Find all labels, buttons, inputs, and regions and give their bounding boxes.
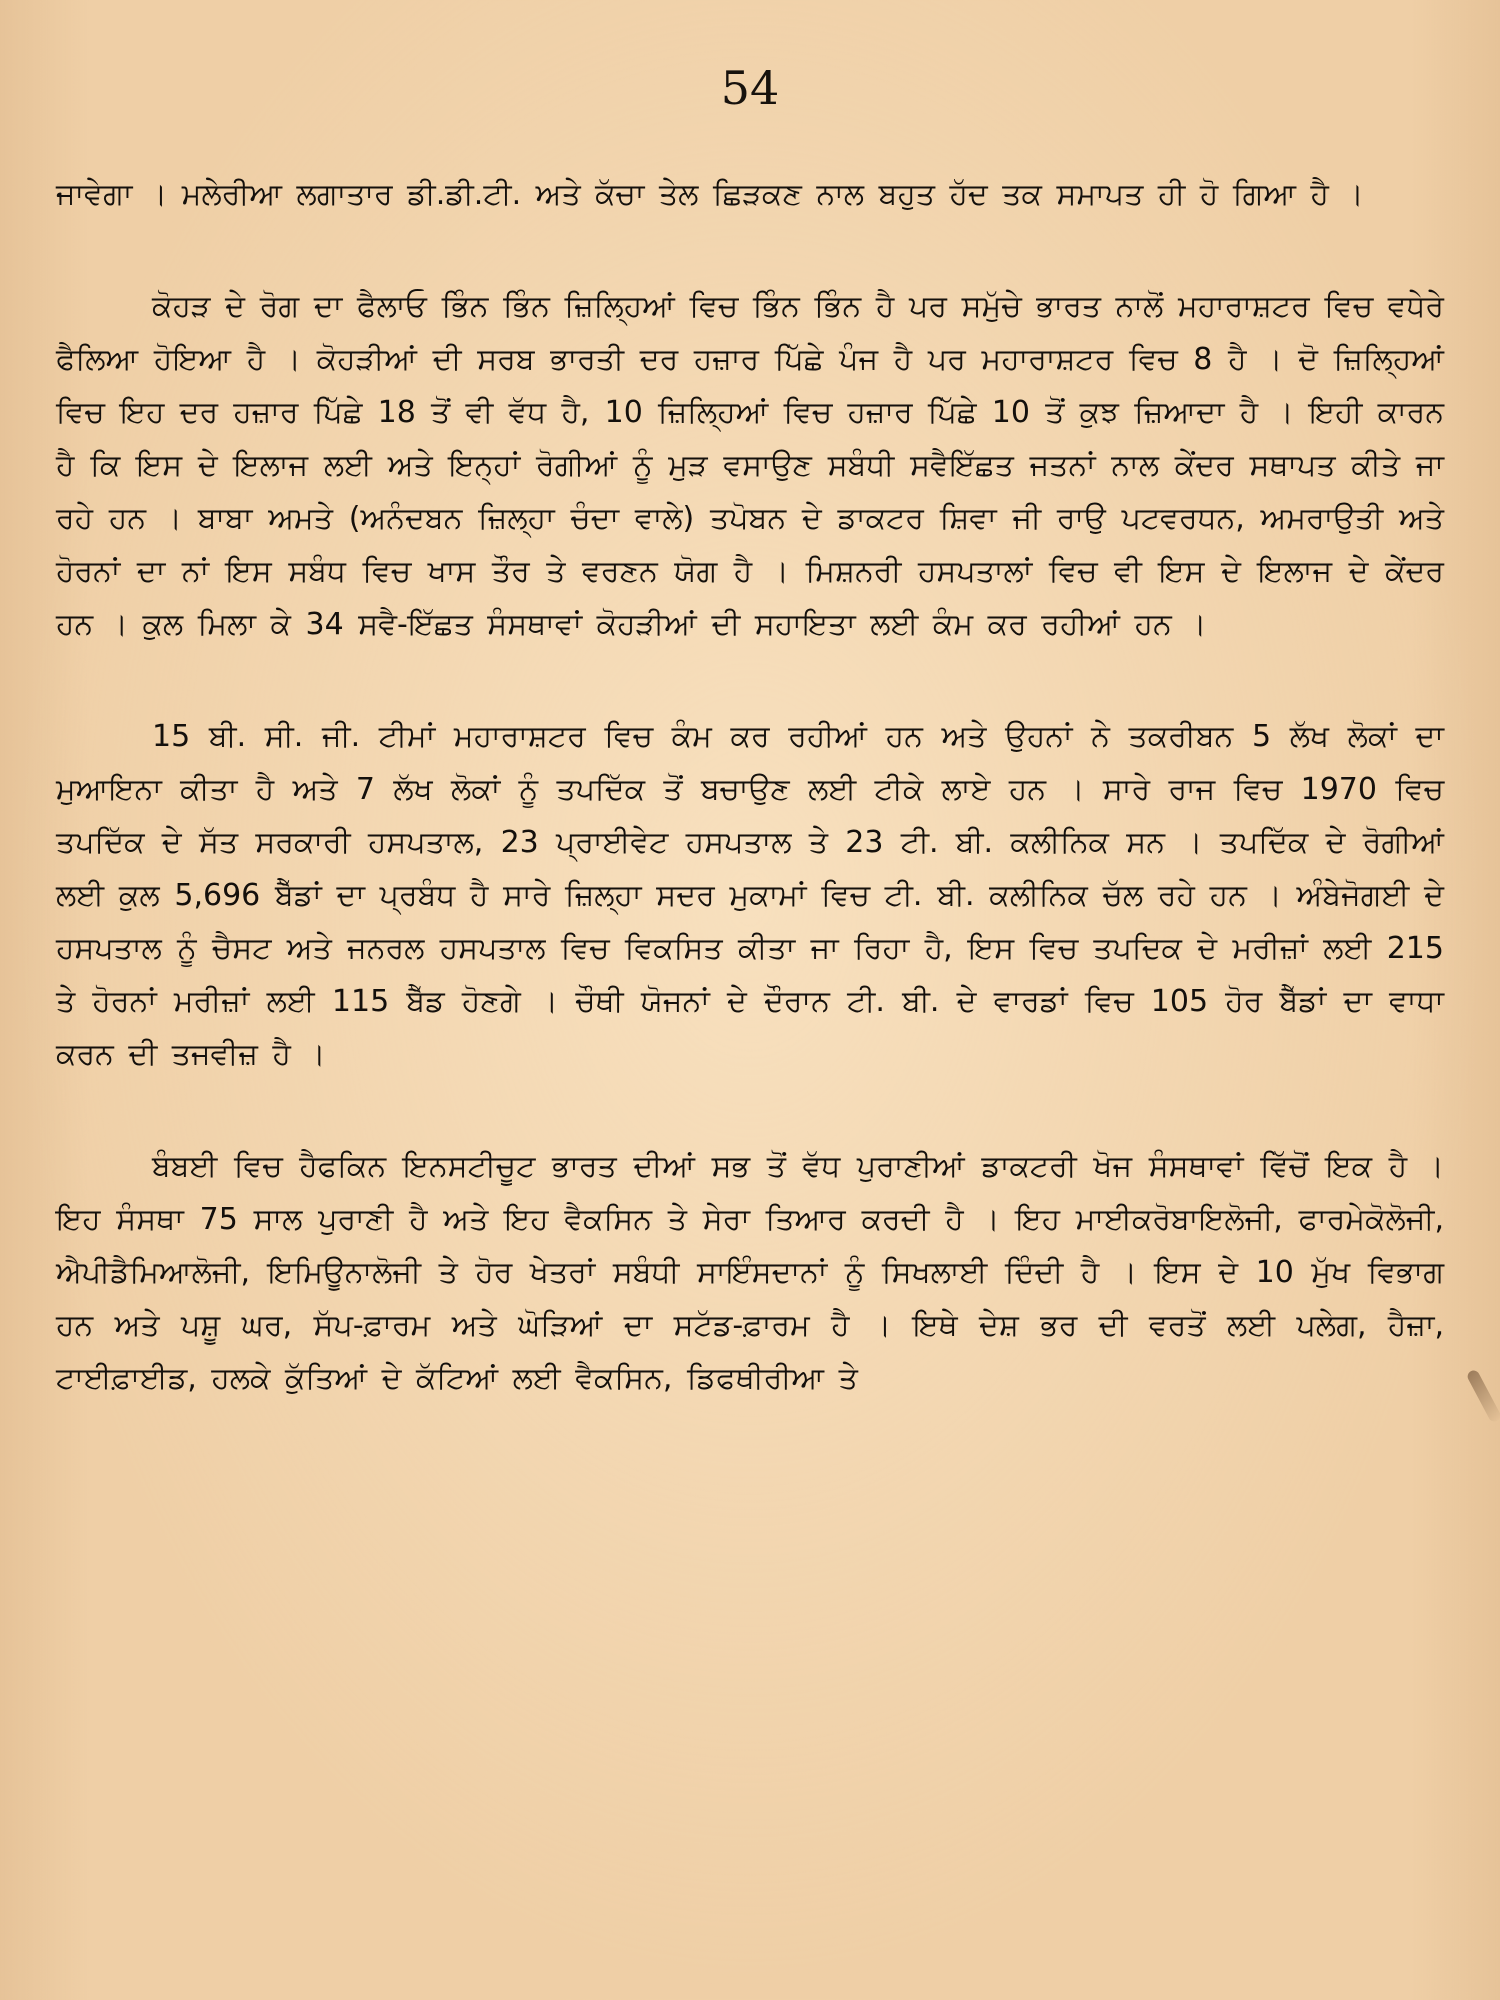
- paragraph-haffkine-institute: ਬੰਬਈ ਵਿਚ ਹੈਫਕਿਨ ਇਨਸਟੀਚੂਟ ਭਾਰਤ ਦੀਆਂ ਸਭ ਤੋਂ ਵੱਧ ਪੁਰਾਣੀਆਂ ਡਾਕਟਰੀ ਖੋਜ ਸੰਸਥਾਵਾਂ ਵਿੱਚੋਂ ਇਕ ਹੈ । ਇਹ ਸੰਸਥਾ 75 ਸਾਲ ਪੁਰਾਣੀ ਹੈ ਅਤੇ ਇਹ ਵੈਕਸਿਨ ਤੇ ਸੇਰਾ ਤਿਆਰ ਕਰਦੀ ਹੈ । ਇਹ ਮਾਈਕਰੋਬਾਇਲੋਜੀ, ਫਾਰਮੇਕੋਲੋਜੀ, ਐਪੀਡੈਮਿਆਲੋਜੀ, ਇਮਿਊਨਾਲੋਜੀ ਤੇ ਹੋਰ ਖੇਤਰਾਂ ਸਬੰਧੀ ਸਾਇੰਸਦਾਨਾਂ ਨੂੰ ਸਿਖਲਾਈ ਦਿੰਦੀ ਹੈ । ਇਸ ਦੇ 10 ਮੁੱਖ ਵਿਭਾਗ ਹਨ ਅਤੇ ਪਸ਼ੂ ਘਰ, ਸੱਪ-ਫ਼ਾਰਮ ਅਤੇ ਘੋੜਿਆਂ ਦਾ ਸਟੱਡ-ਫ਼ਾਰਮ ਹੈ । ਇਥੇ ਦੇਸ਼ ਭਰ ਦੀ ਵਰਤੋਂ ਲਈ ਪਲੇਗ, ਹੈਜ਼ਾ, ਟਾਈਫ਼ਾਈਡ, ਹਲਕੇ ਕੁੱਤਿਆਂ ਦੇ ਕੱਟਿਆਂ ਲਈ ਵੈਕਸਿਨ, ਡਿਫਥੀਰੀਆ ਤੇ: [56, 1149, 1444, 1396]
- paragraph-tuberculosis: 15 ਬੀ. ਸੀ. ਜੀ. ਟੀਮਾਂ ਮਹਾਰਾਸ਼ਟਰ ਵਿਚ ਕੰਮ ਕਰ ਰਹੀਆਂ ਹਨ ਅਤੇ ਉਹਨਾਂ ਨੇ ਤਕਰੀਬਨ 5 ਲੱਖ ਲੋਕਾਂ ਦਾ ਮੁਆਇਨਾ ਕੀਤਾ ਹੈ ਅਤੇ 7 ਲੱਖ ਲੋਕਾਂ ਨੂੰ ਤਪਦਿੱਕ ਤੋਂ ਬਚਾਉਣ ਲਈ ਟੀਕੇ ਲਾਏ ਹਨ । ਸਾਰੇ ਰਾਜ ਵਿਚ 1970 ਵਿਚ ਤਪਦਿੱਕ ਦੇ ਸੱਤ ਸਰਕਾਰੀ ਹਸਪਤਾਲ, 23 ਪ੍ਰਾਈਵੇਟ ਹਸਪਤਾਲ ਤੇ 23 ਟੀ. ਬੀ. ਕਲੀਨਿਕ ਸਨ । ਤਪਦਿੱਕ ਦੇ ਰੋਗੀਆਂ ਲਈ ਕੁਲ 5,696 ਬੈੱਡਾਂ ਦਾ ਪ੍ਰਬੰਧ ਹੈ ਸਾਰੇ ਜ਼ਿਲ੍ਹਾ ਸਦਰ ਮੁਕਾਮਾਂ ਵਿਚ ਟੀ. ਬੀ. ਕਲੀਨਿਕ ਚੱਲ ਰਹੇ ਹਨ । ਅੰਬੇਜੋਗਈ ਦੇ ਹਸਪਤਾਲ ਨੂੰ ਚੈਸਟ ਅਤੇ ਜਨਰਲ ਹਸਪਤਾਲ ਵਿਚ ਵਿਕਸਿਤ ਕੀਤਾ ਜਾ ਰਿਹਾ ਹੈ, ਇਸ ਵਿਚ ਤਪਦਿਕ ਦੇ ਮਰੀਜ਼ਾਂ ਲਈ 215 ਤੇ ਹੋਰਨਾਂ ਮਰੀਜ਼ਾਂ ਲਈ 115 ਬੈੱਡ ਹੋਣਗੇ । ਚੌਥੀ ਯੋਜਨਾਂ ਦੇ ਦੌਰਾਨ ਟੀ. ਬੀ. ਦੇ ਵਾਰਡਾਂ ਵਿਚ 105 ਹੋਰ ਬੈੱਡਾਂ ਦਾ ਵਾਧਾ ਕਰਨ ਦੀ ਤਜਵੀਜ਼ ਹੈ ।: [56, 719, 1444, 1072]
- paragraph-malaria: ਜਾਵੇਗਾ । ਮਲੇਰੀਆ ਲਗਾਤਾਰ ਡੀ.ਡੀ.ਟੀ. ਅਤੇ ਕੱਚਾ ਤੇਲ ਛਿੜਕਣ ਨਾਲ ਬਹੁਤ ਹੱਦ ਤਕ ਸਮਾਪਤ ਹੀ ਹੋ ਗਿਆ ਹੈ ।: [56, 177, 1364, 212]
- pencil-mark: [1466, 1368, 1500, 1423]
- body-text: [56, 168, 1444, 1405]
- page-number: 54: [720, 61, 780, 115]
- paragraph-leprosy: ਕੋਹੜ ਦੇ ਰੋਗ ਦਾ ਫੈਲਾਓ ਭਿੰਨ ਭਿੰਨ ਜ਼ਿਲ੍ਹਿਆਂ ਵਿਚ ਭਿੰਨ ਭਿੰਨ ਹੈ ਪਰ ਸਮੁੱਚੇ ਭਾਰਤ ਨਾਲੋਂ ਮਹਾਰਾਸ਼ਟਰ ਵਿਚ ਵਧੇਰੇ ਫੈਲਿਆ ਹੋਇਆ ਹੈ । ਕੋਹੜੀਆਂ ਦੀ ਸਰਬ ਭਾਰਤੀ ਦਰ ਹਜ਼ਾਰ ਪਿੱਛੇ ਪੰਜ ਹੈ ਪਰ ਮਹਾਰਾਸ਼ਟਰ ਵਿਚ 8 ਹੈ । ਦੋ ਜ਼ਿਲ੍ਹਿਆਂ ਵਿਚ ਇਹ ਦਰ ਹਜ਼ਾਰ ਪਿੱਛੇ 18 ਤੋਂ ਵੀ ਵੱਧ ਹੈ, 10 ਜ਼ਿਲ੍ਹਿਆਂ ਵਿਚ ਹਜ਼ਾਰ ਪਿੱਛੇ 10 ਤੋਂ ਕੁਝ ਜ਼ਿਆਦਾ ਹੈ । ਇਹੀ ਕਾਰਨ ਹੈ ਕਿ ਇਸ ਦੇ ਇਲਾਜ ਲਈ ਅਤੇ ਇਨ੍ਹਾਂ ਰੋਗੀਆਂ ਨੂੰ ਮੁੜ ਵਸਾਉਣ ਸਬੰਧੀ ਸਵੈਇੱਛਤ ਜਤਨਾਂ ਨਾਲ ਕੇਂਦਰ ਸਥਾਪਤ ਕੀਤੇ ਜਾ ਰਹੇ ਹਨ । ਬਾਬਾ ਅਮਤੇ (ਅਨੰਦਬਨ ਜ਼ਿਲ੍ਹਾ ਚੰਦਾ ਵਾਲੇ) ਤਪੋਬਨ ਦੇ ਡਾਕਟਰ ਸ਼ਿਵਾ ਜੀ ਰਾਉ ਪਟਵਰਧਨ, ਅਮਰਾਉਤੀ ਅਤੇ ਹੋਰਨਾਂ ਦਾ ਨਾਂ ਇਸ ਸਬੰਧ ਵਿਚ ਖਾਸ ਤੌਰ ਤੇ ਵਰਣਨ ਯੋਗ ਹੈ । ਮਿਸ਼ਨਰੀ ਹਸਪਤਾਲਾਂ ਵਿਚ ਵੀ ਇਸ ਦੇ ਇਲਾਜ ਦੇ ਕੇਂਦਰ ਹਨ । ਕੁਲ ਮਿਲਾ ਕੇ 34 ਸਵੈ-ਇੱਛਤ ਸੰਸਥਾਵਾਂ ਕੋਹੜੀਆਂ ਦੀ ਸਹਾਇਤਾ ਲਈ ਕੰਮ ਕਰ ਰਹੀਆਂ ਹਨ ।: [56, 289, 1444, 642]
